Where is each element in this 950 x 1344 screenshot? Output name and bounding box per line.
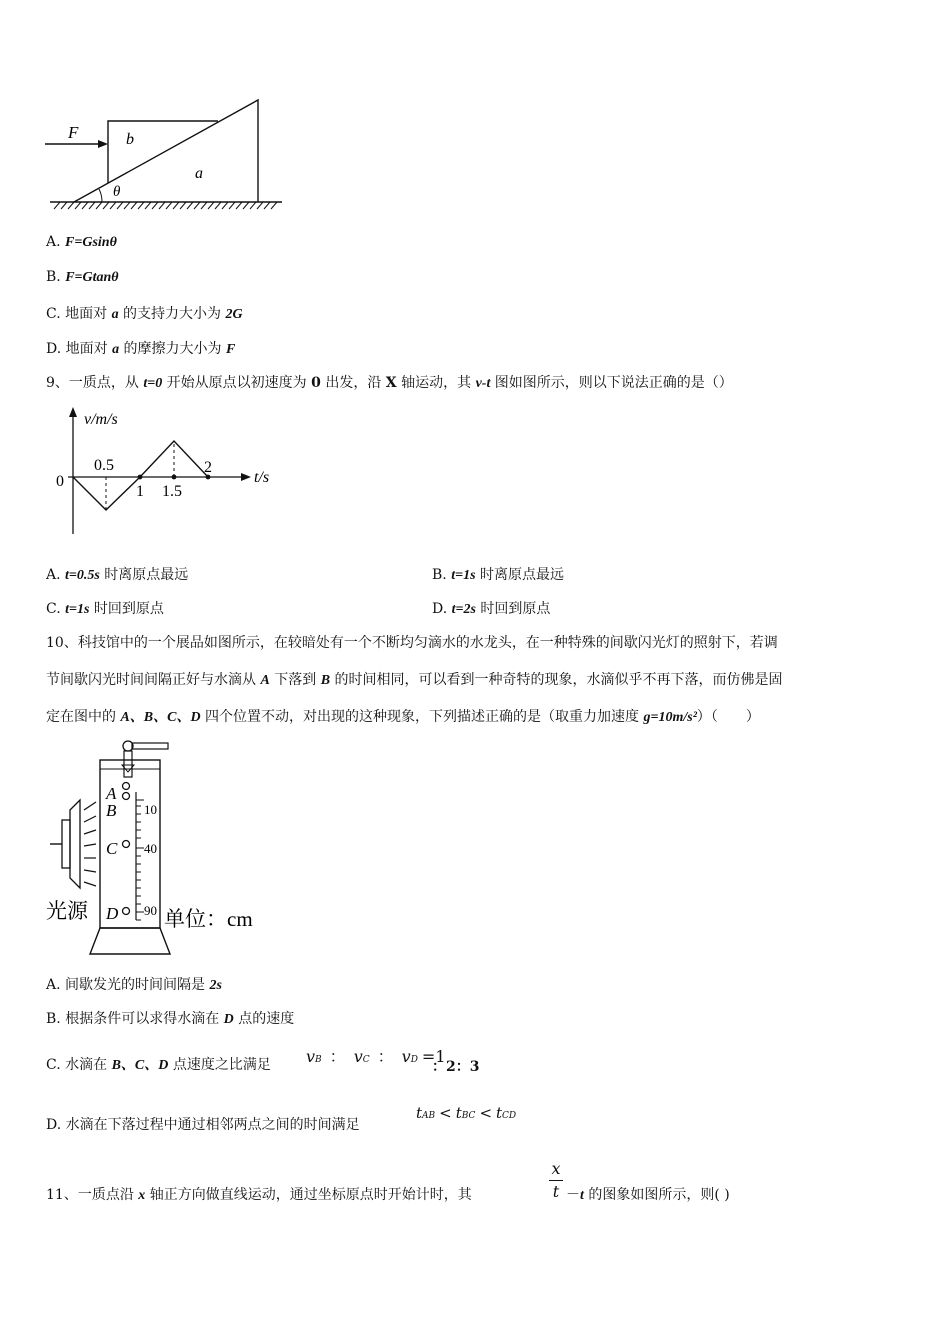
- stem-text: 节间歇闪光时间间隔正好与水滴从: [46, 672, 261, 688]
- option-text: 时回到原点: [475, 601, 551, 617]
- drop-b: [123, 793, 130, 800]
- value: 0: [311, 375, 321, 391]
- option-text: D. 水滴在下落过程中通过相邻两点之间的时间满足: [46, 1117, 360, 1133]
- fraction-denominator: t: [552, 1182, 560, 1201]
- separator: ：: [377, 1047, 394, 1066]
- drop-d: [123, 908, 130, 915]
- q10-stem-line2: [46, 669, 783, 689]
- stem-text: 出发，沿: [320, 375, 386, 391]
- label-a: a: [195, 165, 203, 182]
- option-text: C. 水滴在: [46, 1057, 112, 1073]
- stem-text: 的时间相同，可以看到一种奇特的现象，水滴似乎不再下落，而仿佛是固: [330, 672, 783, 688]
- option-text: 点速度之比满足: [168, 1057, 271, 1073]
- point-labels: A、B、C、D: [120, 710, 201, 725]
- value: X: [385, 375, 397, 391]
- variable: v-t: [475, 376, 491, 391]
- separator: ：: [329, 1047, 346, 1066]
- tick-label: 2: [204, 459, 212, 476]
- x-axis-label: t/s: [254, 469, 270, 486]
- y-axis-label: v/m/s: [84, 411, 118, 428]
- value: t=2s: [451, 602, 476, 617]
- scale-label: 10: [144, 802, 157, 817]
- symbol: t: [496, 1104, 503, 1122]
- option-text: 时离原点最远: [99, 567, 189, 583]
- stem-text: 轴正方向做直线运动，通过坐标原点时开始计时，其: [145, 1187, 472, 1203]
- symbol: t: [416, 1104, 423, 1122]
- value: t=0.5s: [65, 568, 100, 583]
- variable: a: [112, 342, 120, 357]
- wedge-figure: [40, 92, 290, 217]
- point-label: D: [223, 1012, 234, 1027]
- variable: x: [138, 1188, 146, 1203]
- q8-option-b: [46, 269, 119, 286]
- point-label: B: [320, 673, 331, 688]
- tick-label: 1.5: [162, 483, 182, 500]
- stem-text: 四个位置不动，对出现的这种现象，下列描述正确的是（取重力加速度: [200, 709, 644, 725]
- q10-option-b: [46, 1008, 294, 1028]
- point-label-a: A: [106, 784, 117, 803]
- subscript: D: [410, 1055, 418, 1065]
- variable: t: [580, 1188, 584, 1203]
- value: t=1s: [451, 568, 476, 583]
- option-text: 点的速度: [233, 1011, 295, 1027]
- q9-stem: [46, 372, 733, 392]
- fraction-bar: [549, 1180, 563, 1181]
- option-label: D.: [432, 601, 452, 617]
- value: 2G: [225, 307, 243, 322]
- tick-label: 0.5: [94, 457, 114, 474]
- q8-option-a: [46, 234, 117, 251]
- symbol: v: [401, 1047, 411, 1066]
- equals: =1: [421, 1047, 446, 1066]
- point-label: A: [260, 673, 270, 688]
- velocity-ratio-formula: [306, 1044, 446, 1067]
- value: 2s: [209, 978, 222, 993]
- label-F: F: [68, 123, 79, 142]
- faucet-figure: [44, 738, 284, 958]
- q9-option-d: [432, 598, 550, 618]
- point-labels: B、C、D: [111, 1058, 169, 1073]
- q9-option-c: [46, 598, 164, 618]
- symbol: v: [306, 1047, 316, 1066]
- point-label-d: D: [106, 904, 119, 923]
- drop-a: [123, 783, 130, 790]
- option-text: B. 根据条件可以求得水滴在: [46, 1011, 224, 1027]
- fraction-numerator: x: [551, 1159, 561, 1178]
- value: t=1s: [65, 602, 90, 617]
- option-text: C. 地面对: [46, 306, 112, 322]
- q9-option-a: [46, 564, 188, 584]
- symbol: t: [455, 1104, 462, 1122]
- stem-text: 定在图中的: [46, 709, 121, 725]
- option-text: 的摩擦力大小为: [119, 341, 226, 357]
- q10-stem-line1: [46, 632, 778, 652]
- q10-option-a: [46, 974, 222, 994]
- drop-c: [123, 841, 130, 848]
- stem-text: 9、一质点，从: [46, 375, 144, 391]
- operator: <: [439, 1104, 452, 1122]
- q8-option-c: [46, 303, 243, 323]
- stem-text: 10、科技馆中的一个展品如图所示，在较暗处有一个不断均匀滴水的水龙头，在一种特殊的间歇闪光灯的照射下，若调: [46, 635, 778, 651]
- label-b: b: [126, 131, 134, 148]
- variable: a: [111, 307, 119, 322]
- stem-text: 11、一质点沿: [46, 1187, 139, 1203]
- label-theta: θ: [113, 184, 121, 200]
- option-label: B.: [432, 567, 452, 583]
- symbol: v: [353, 1047, 363, 1066]
- unit-label: 单位：cm: [164, 907, 253, 931]
- origin-label: 0: [56, 473, 64, 490]
- q11-stem-tail: [566, 1184, 730, 1204]
- dash: －: [566, 1187, 580, 1203]
- scale-label: 40: [144, 841, 157, 856]
- option-text: D. 地面对: [46, 341, 113, 357]
- subscript: B: [315, 1055, 322, 1065]
- operator: <: [479, 1104, 493, 1122]
- q10-option-c: [46, 1054, 271, 1074]
- formula: F=Gtanθ: [65, 270, 119, 285]
- time-inequality-formula: [416, 1104, 516, 1122]
- subscript: BC: [461, 1111, 476, 1121]
- stem-text: 开始从原点以初速度为: [162, 375, 312, 391]
- vt-graph: [48, 404, 288, 539]
- subscript: CD: [502, 1111, 517, 1121]
- stem-text: 下落到: [269, 672, 321, 688]
- stem-text: 的图象如图所示，则( ): [583, 1187, 730, 1203]
- option-text: 时离原点最远: [475, 567, 564, 583]
- stem-text: 轴运动，其: [396, 375, 476, 391]
- option-label: A.: [46, 567, 66, 583]
- subscript: C: [362, 1055, 370, 1065]
- tick-label: 1: [136, 483, 144, 500]
- scale-label: 90: [144, 903, 157, 918]
- wedge-a: [74, 100, 258, 202]
- q8-option-d: [46, 338, 235, 358]
- stem-text: ）（ ）: [696, 709, 760, 725]
- option-label: C.: [46, 601, 66, 617]
- option-text: A. 间歇发光的时间间隔是: [46, 977, 210, 993]
- value: F: [225, 342, 236, 357]
- q11-stem: [46, 1184, 472, 1204]
- formula: F=Gsinθ: [65, 235, 117, 250]
- q10-stem-line3: [46, 706, 760, 726]
- point-label-b: B: [106, 801, 117, 820]
- ratio-value: ：2：3: [432, 1059, 480, 1075]
- option-label: A.: [46, 234, 66, 250]
- point-label-c: C: [106, 839, 118, 858]
- q10-option-d: [46, 1114, 360, 1134]
- stem-text: 图如图所示，则以下说法正确的是（）: [490, 375, 733, 391]
- option-label: B.: [46, 269, 66, 285]
- variable: t=0: [143, 376, 163, 391]
- subscript: AB: [422, 1111, 436, 1121]
- formula: g=10m/s²: [643, 710, 697, 725]
- q9-option-b: [432, 564, 564, 584]
- light-source-label: 光源: [46, 899, 88, 923]
- fraction-x-over-t: [549, 1160, 563, 1201]
- option-text: 的支持力大小为: [118, 306, 226, 322]
- option-text: 时回到原点: [89, 601, 164, 617]
